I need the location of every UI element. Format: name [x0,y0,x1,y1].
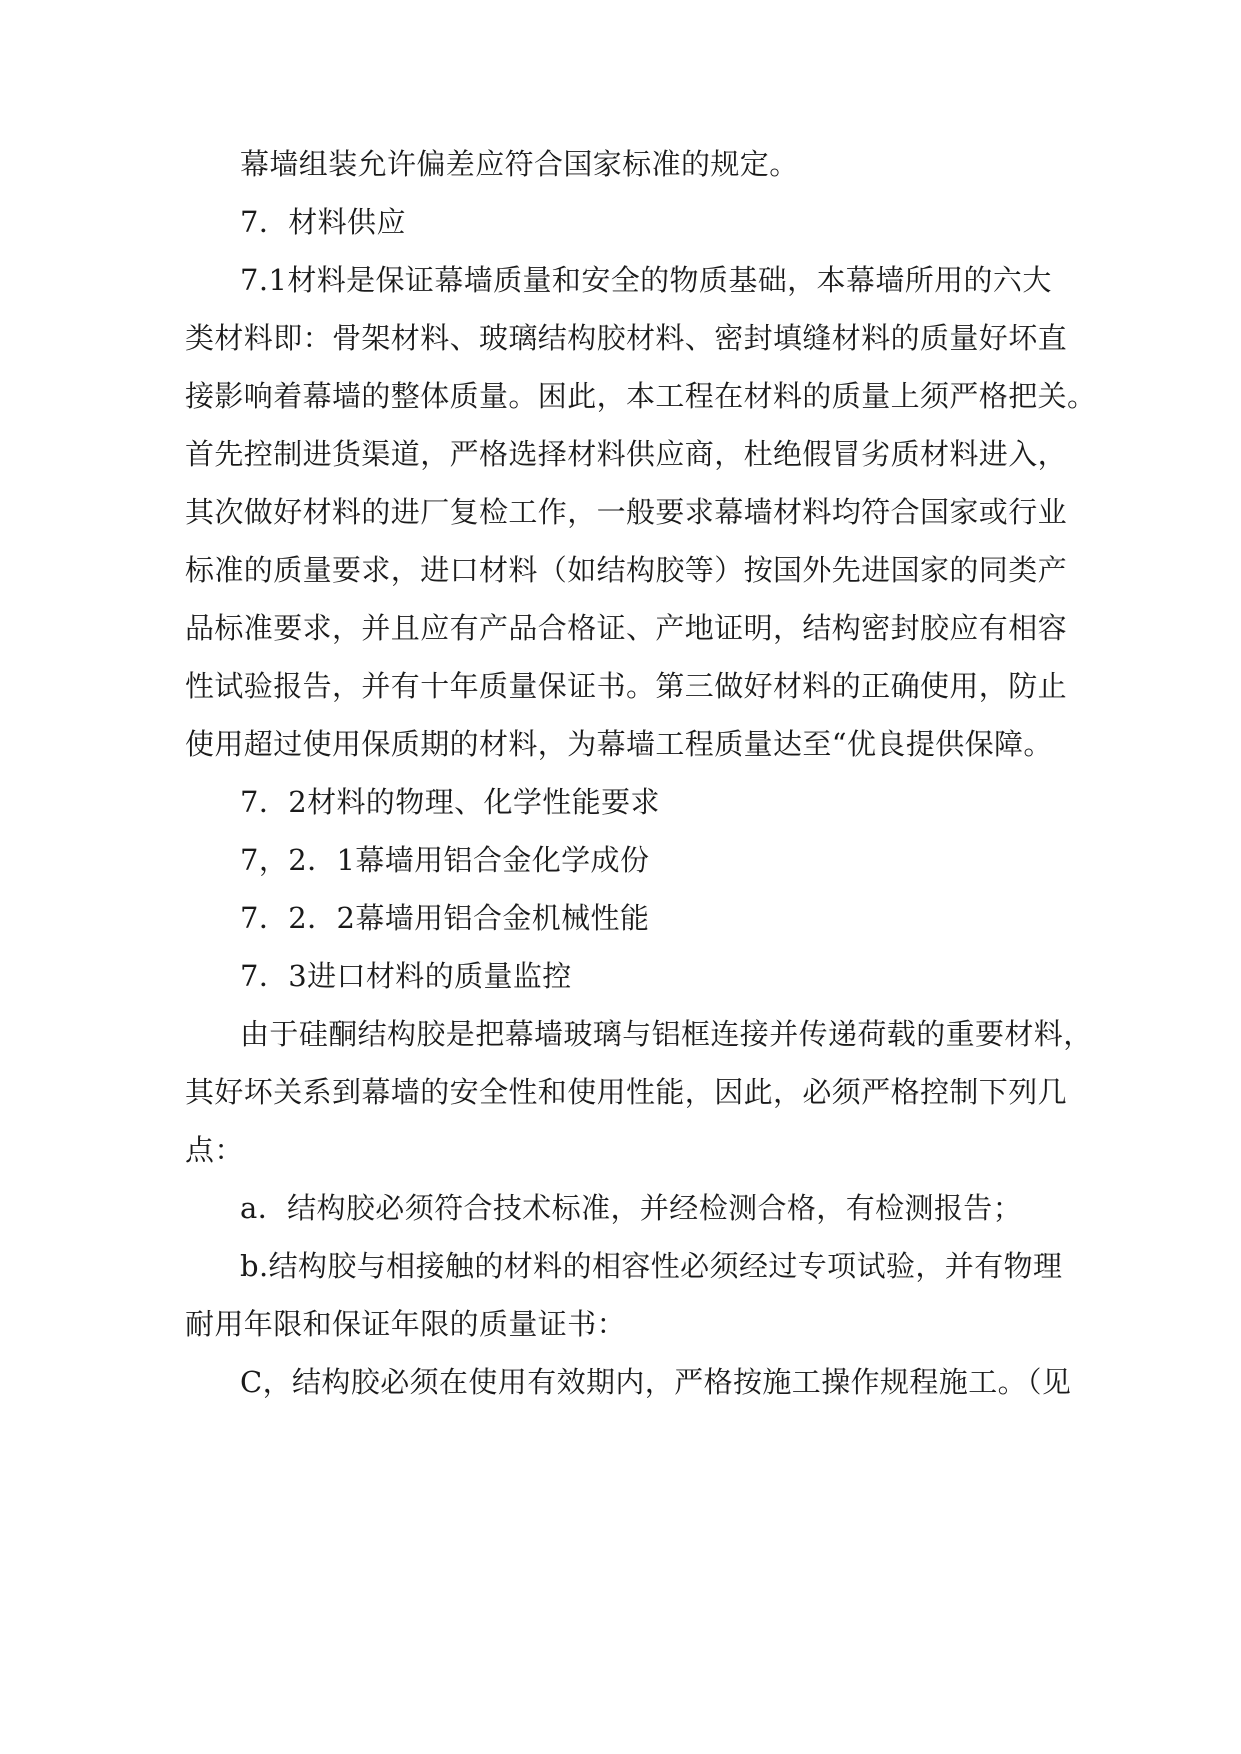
text-line-11: 使用超过使用保质期的材料，为幕墙工程质量达至“优良提供保障。 [185,727,1053,761]
text-line-17: 其好坏关系到幕墙的安全性和使用性能，因此，必须严格控制下列几 [185,1075,1068,1109]
text-line-18: 点： [185,1133,244,1167]
list-item-c: C，结构胶必须在使用有效期内，严格按施工操作规程施工。（见 [240,1365,1072,1399]
text-line-10: 性试验报告，并有十年质量保证书。第三做好材料的正确使用，防止 [185,669,1068,703]
list-item-a: a．结构胶必须符合技术标准，并经检测合格，有检测报告； [240,1191,1023,1225]
text-line-6: 首先控制进货渠道，严格选择材料供应商，杜绝假冒劣质材料进入， [185,437,1068,471]
list-item-b: b.结构胶与相接触的材料的相容性必须经过专项试验，并有物理 [240,1249,1063,1283]
text-line-9: 品标准要求，并且应有产品合格证、产地证明，结构密封胶应有相容 [185,611,1068,645]
text-line-16: 由于硅酮结构胶是把幕墙玻璃与铝框连接并传递荷载的重要材料， [240,1017,1093,1051]
text-line-8: 标准的质量要求，进口材料（如结构胶等）按国外先进国家的同类产 [185,553,1068,587]
text-line-5: 接影响着幕墙的整体质量。困此，本工程在材料的质量上须严格把关。 [185,379,1097,413]
text-line-1: 幕墙组装允许偏差应符合国家标准的规定。 [240,147,799,181]
section-heading-7-2-1: 7，2．1幕墙用铝合金化学成份 [240,843,650,877]
text-line-7: 其次做好材料的进厂复检工作，一般要求幕墙材料均符合国家或行业 [185,495,1068,529]
list-item-b-cont: 耐用年限和保证年限的质量证书： [185,1307,627,1341]
section-heading-7: 7．材料供应 [240,205,406,239]
section-heading-7-2: 7．2材料的物理、化学性能要求 [240,785,660,819]
section-heading-7-2-2: 7．2．2幕墙用铝合金机械性能 [240,901,650,935]
text-line-4: 类材料即：骨架材料、玻璃结构胶材料、密封填缝材料的质量好坏直 [185,321,1068,355]
section-heading-7-3: 7．3进口材料的质量监控 [240,959,572,993]
text-line-3: 7.1材料是保证幕墙质量和安全的物质基础，本幕墙所用的六大 [240,263,1052,297]
